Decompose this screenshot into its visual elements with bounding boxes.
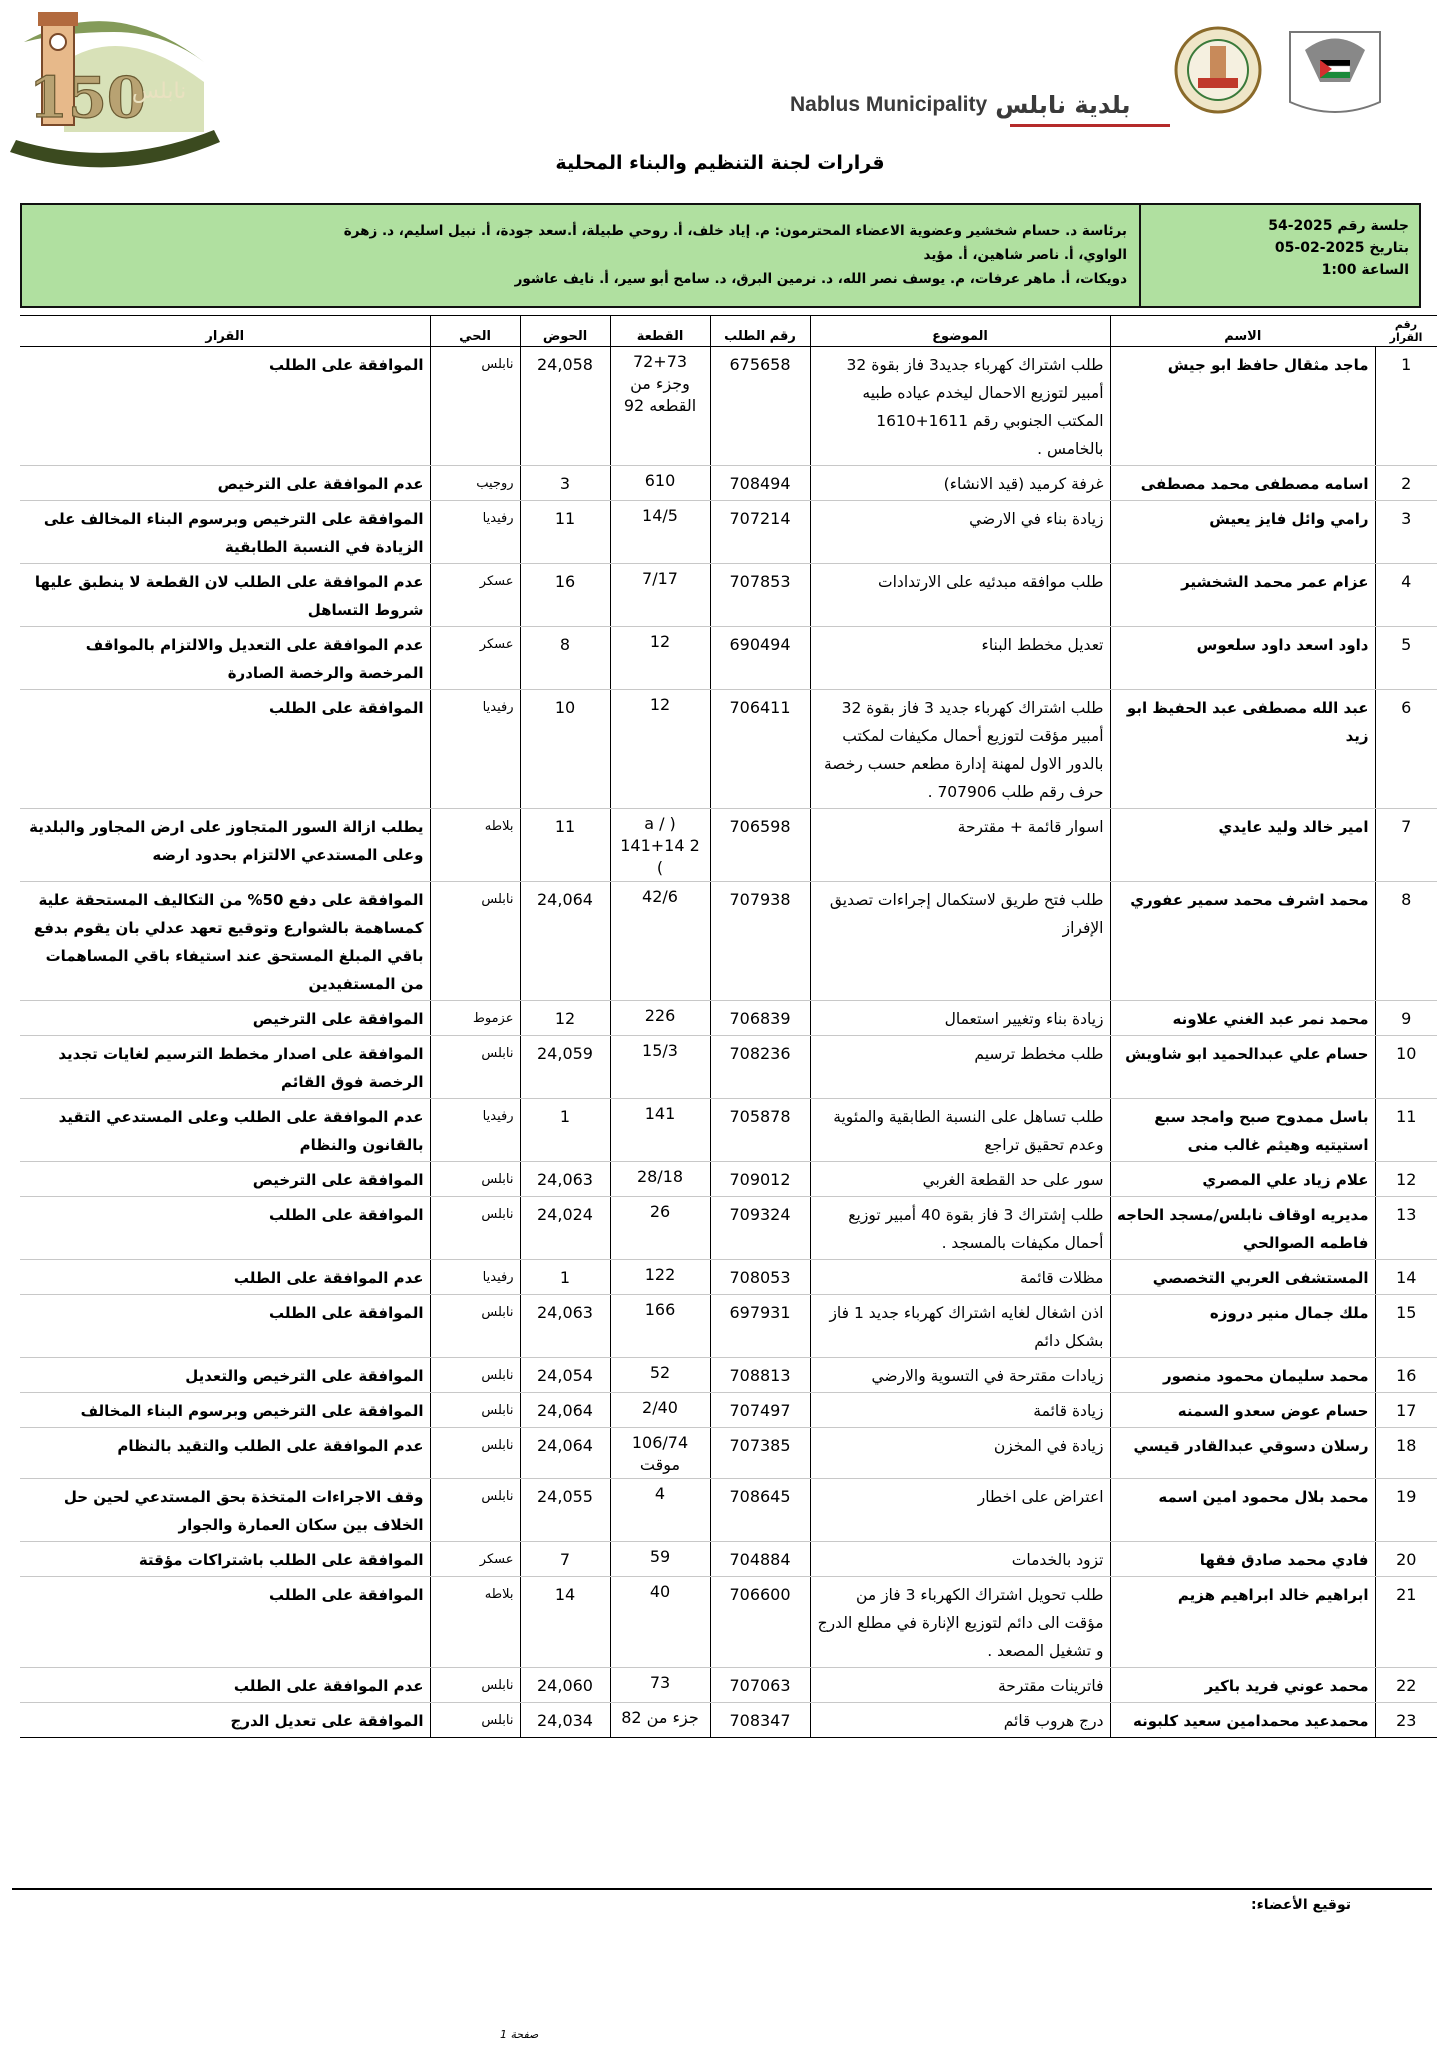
cell-applicant-name: ماجد مثقال حافظ ابو جيش <box>1110 347 1375 466</box>
cell-district: نابلس <box>430 1036 520 1099</box>
cell-decision: عدم الموافقة على الطلب وعلى المستدعي التقيد بالقانون والنظام <box>20 1099 430 1162</box>
cell-request-number: 690494 <box>710 627 810 690</box>
cell-subject: طلب تساهل على النسبة الطابقية والمئوية وعدم تحقيق تراجع <box>810 1099 1110 1162</box>
cell-request-number: 704884 <box>710 1542 810 1577</box>
cell-basin: 24,063 <box>520 1162 610 1197</box>
cell-basin: 3 <box>520 466 610 501</box>
cell-district: عسكر <box>430 1542 520 1577</box>
document-title: قرارات لجنة التنظيم والبناء المحلية <box>555 152 885 174</box>
cell-decision: عدم الموافقة على الترخيص <box>20 466 430 501</box>
cell-parcel: 15/3 <box>610 1036 710 1099</box>
cell-district: نابلس <box>430 1197 520 1260</box>
cell-parcel: 28/18 <box>610 1162 710 1197</box>
cell-request-number: 709012 <box>710 1162 810 1197</box>
cell-basin: 24,024 <box>520 1197 610 1260</box>
cell-basin: 24,064 <box>520 882 610 1001</box>
brand-underline <box>1010 124 1170 127</box>
cell-subject: طلب إشتراك 3 فاز بقوة 40 أمبير توزيع أحمال مكيفات بالمسجد . <box>810 1197 1110 1260</box>
cell-subject: فاترينات مقترحة <box>810 1668 1110 1703</box>
cell-district: نابلس <box>430 1428 520 1479</box>
cell-applicant-name: محمد عوني فريد باكير <box>1110 1668 1375 1703</box>
cell-request-number: 706839 <box>710 1001 810 1036</box>
table-header-row <box>20 316 1437 347</box>
cell-basin: 1 <box>520 1099 610 1162</box>
cell-district: نابلس <box>430 1358 520 1393</box>
cell-subject: طلب اشتراك كهرباء جديد3 فاز بقوة 32 أمبير لتوزيع الاحمال ليخدم عياده طبيه المكتب الجنوبي رقم 1611+1610 بالخامس . <box>810 347 1110 466</box>
cell-decision-number: 3 <box>1375 501 1437 564</box>
cell-decision-number: 20 <box>1375 1542 1437 1577</box>
session-number: جلسة رقم 2025-54 <box>1268 218 1409 234</box>
cell-request-number: 706600 <box>710 1577 810 1668</box>
footer-divider <box>12 1888 1432 1890</box>
cell-decision: الموافقة على تعديل الدرج <box>20 1703 430 1738</box>
cell-basin: 1 <box>520 1260 610 1295</box>
table-row <box>20 809 1437 882</box>
cell-decision-number: 4 <box>1375 564 1437 627</box>
cell-district: عزموط <box>430 1001 520 1036</box>
cell-parcel: 73 <box>610 1668 710 1703</box>
cell-decision: الموافقة على الترخيص والتعديل <box>20 1358 430 1393</box>
cell-subject: طلب تحويل اشتراك الكهرباء 3 فاز من مؤقت الى دائم لتوزيع الإنارة في مطلع الدرج و تشغيل المصعد . <box>810 1577 1110 1668</box>
cell-request-number: 708347 <box>710 1703 810 1738</box>
cell-parcel: 26 <box>610 1197 710 1260</box>
cell-decision-number: 21 <box>1375 1577 1437 1668</box>
cell-decision: عدم الموافقة على الطلب والتقيد بالنظام <box>20 1428 430 1479</box>
cell-parcel: 122 <box>610 1260 710 1295</box>
cell-subject: غرفة كرميد (قيد الانشاء) <box>810 466 1110 501</box>
session-time <box>1141 259 1409 281</box>
table-row <box>20 1542 1437 1577</box>
cell-applicant-name: باسل ممدوح صبح وامجد سبع استيتيه وهيثم غالب منى <box>1110 1099 1375 1162</box>
cell-subject: تعديل مخطط البناء <box>810 627 1110 690</box>
cell-applicant-name: عزام عمر محمد الشخشير <box>1110 564 1375 627</box>
cell-decision-number: 2 <box>1375 466 1437 501</box>
table-row <box>20 1577 1437 1668</box>
table-row <box>20 1197 1437 1260</box>
cell-decision-number: 9 <box>1375 1001 1437 1036</box>
cell-applicant-name: مديريه اوقاف نابلس/مسجد الحاجه فاطمه الصوالحي <box>1110 1197 1375 1260</box>
cell-parcel: 166 <box>610 1295 710 1358</box>
committee-members <box>297 219 1127 291</box>
cell-basin: 24,058 <box>520 347 610 466</box>
cell-basin: 24,060 <box>520 1668 610 1703</box>
cell-decision: الموافقة على الطلب <box>20 1295 430 1358</box>
cell-decision: عدم الموافقة على التعديل والالتزام بالمواقف المرخصة والرخصة الصادرة <box>20 627 430 690</box>
cell-parcel: 42/6 <box>610 882 710 1001</box>
table-body <box>20 347 1437 1738</box>
cell-basin: 11 <box>520 501 610 564</box>
table-row <box>20 690 1437 809</box>
cell-decision: الموافقة على الطلب <box>20 690 430 809</box>
municipality-emblems <box>1170 22 1390 122</box>
session-details <box>1139 205 1419 306</box>
cell-decision-number: 23 <box>1375 1703 1437 1738</box>
brand-arabic: بلدية نابلس <box>995 91 1131 119</box>
cell-subject: زيادة في المخزن <box>810 1428 1110 1479</box>
table-row <box>20 501 1437 564</box>
table-row <box>20 627 1437 690</box>
cell-subject: تزود بالخدمات <box>810 1542 1110 1577</box>
cell-applicant-name: محمدعيد محمدامين سعيد كلبونه <box>1110 1703 1375 1738</box>
cell-district: عسكر <box>430 564 520 627</box>
cell-applicant-name: علام زياد علي المصري <box>1110 1162 1375 1197</box>
cell-request-number: 707497 <box>710 1393 810 1428</box>
cell-basin: 24,064 <box>520 1428 610 1479</box>
cell-parcel: 40 <box>610 1577 710 1668</box>
table-row <box>20 1428 1437 1479</box>
cell-basin: 24,054 <box>520 1358 610 1393</box>
cell-decision-number: 12 <box>1375 1162 1437 1197</box>
cell-district: نابلس <box>430 1668 520 1703</box>
cell-request-number: 705878 <box>710 1099 810 1162</box>
cell-subject: اذن اشغال لغايه اشتراك كهرباء جديد 1 فاز بشكل دائم <box>810 1295 1110 1358</box>
cell-basin: 12 <box>520 1001 610 1036</box>
cell-decision: عدم الموافقة على الطلب لان القطعة لا ينطبق عليها شروط التساهل <box>20 564 430 627</box>
table-row <box>20 882 1437 1001</box>
cell-request-number: 708813 <box>710 1358 810 1393</box>
members-line-1: برئاسة د. حسام شخشير وعضوية الاعضاء المحترمون: م. إياد خلف، أ. روحي طبيلة، أ.سعد جودة، أ. نبيل اسليم، د. زهرة الواوي، أ. ناصر شاهين، أ. مؤيد <box>343 223 1127 263</box>
cell-request-number: 706411 <box>710 690 810 809</box>
cell-parcel: 106/74 موقت <box>610 1428 710 1479</box>
cell-district: نابلس <box>430 347 520 466</box>
cell-decision-number: 11 <box>1375 1099 1437 1162</box>
cell-parcel: 12 <box>610 690 710 809</box>
cell-decision-number: 6 <box>1375 690 1437 809</box>
col-header-num: رقم القرار <box>1389 318 1423 344</box>
cell-decision-number: 14 <box>1375 1260 1437 1295</box>
cell-district: رفيديا <box>430 1099 520 1162</box>
cell-district: بلاطه <box>430 809 520 882</box>
cell-applicant-name: ملك جمال منير دروزه <box>1110 1295 1375 1358</box>
cell-district: نابلس <box>430 1703 520 1738</box>
cell-decision: الموافقة على الطلب <box>20 347 430 466</box>
cell-basin: 11 <box>520 809 610 882</box>
brand-english: Nablus Municipality <box>790 93 988 116</box>
cell-subject: مظلات قائمة <box>810 1260 1110 1295</box>
cell-request-number: 708236 <box>710 1036 810 1099</box>
cell-subject: زيادة بناء وتغيير استعمال <box>810 1001 1110 1036</box>
cell-subject: زيادة بناء في الارضي <box>810 501 1110 564</box>
cell-subject: زيادات مقترحة في التسوية والارضي <box>810 1358 1110 1393</box>
cell-basin: 24,064 <box>520 1393 610 1428</box>
cell-decision-number: 1 <box>1375 347 1437 466</box>
cell-parcel: 7/17 <box>610 564 710 627</box>
cell-parcel: 14/5 <box>610 501 710 564</box>
table-row <box>20 1393 1437 1428</box>
cell-applicant-name: محمد بلال محمود امين اسمه <box>1110 1479 1375 1542</box>
decisions-table <box>20 315 1437 1738</box>
table-row <box>20 564 1437 627</box>
cell-decision: الموافقة على الترخيص <box>20 1162 430 1197</box>
cell-basin: 24,059 <box>520 1036 610 1099</box>
cell-request-number: 706598 <box>710 809 810 882</box>
cell-request-number: 707063 <box>710 1668 810 1703</box>
cell-basin: 7 <box>520 1542 610 1577</box>
cell-basin: 16 <box>520 564 610 627</box>
table-row <box>20 347 1437 466</box>
cell-parcel: ( a / 141+14 2 ) <box>610 809 710 882</box>
time-label: الساعة <box>1361 262 1409 278</box>
logo-number: 150 <box>29 65 146 131</box>
cell-decision-number: 15 <box>1375 1295 1437 1358</box>
cell-applicant-name: المستشفى العربي التخصصي <box>1110 1260 1375 1295</box>
table-row <box>20 1001 1437 1036</box>
cell-district: نابلس <box>430 1479 520 1542</box>
table-row <box>20 466 1437 501</box>
col-header-request: رقم الطلب <box>710 316 810 347</box>
cell-decision-number: 5 <box>1375 627 1437 690</box>
cell-district: رفيديا <box>430 690 520 809</box>
cell-decision: الموافقة على دفع 50% من التكاليف المستحقة علية كمساهمة بالشوارع وتوقيع تعهد عدلي بان يقوم بدفع باقي المبلغ المستحق عند استيفاء باقي المساهمات من المستفيدين <box>20 882 430 1001</box>
page-number: صفحة 1 <box>500 2028 539 2041</box>
members-line-2: دويكات، أ. ماهر عرفات، م. يوسف نصر الله، د. نرمين البرق، د. سامح أبو سير، أ. نايف عاشور <box>514 271 1127 287</box>
cell-applicant-name: اسامه مصطفى محمد مصطفى <box>1110 466 1375 501</box>
cell-basin: 10 <box>520 690 610 809</box>
cell-district: نابلس <box>430 1162 520 1197</box>
cell-request-number: 708494 <box>710 466 810 501</box>
cell-district: نابلس <box>430 1393 520 1428</box>
cell-request-number: 707853 <box>710 564 810 627</box>
cell-decision-number: 22 <box>1375 1668 1437 1703</box>
cell-parcel: جزء من 82 <box>610 1703 710 1738</box>
cell-applicant-name: حسام عوض سعدو السمنه <box>1110 1393 1375 1428</box>
cell-request-number: 707214 <box>710 501 810 564</box>
cell-decision: الموافقة على الترخيص وبرسوم البناء المخالف <box>20 1393 430 1428</box>
cell-district: رفيديا <box>430 501 520 564</box>
cell-decision-number: 7 <box>1375 809 1437 882</box>
cell-subject: زيادة قائمة <box>810 1393 1110 1428</box>
cell-district: نابلس <box>430 1295 520 1358</box>
cell-basin: 24,063 <box>520 1295 610 1358</box>
cell-subject: درج هروب قائم <box>810 1703 1110 1738</box>
cell-basin: 8 <box>520 627 610 690</box>
table-row <box>20 1358 1437 1393</box>
cell-applicant-name: عبد الله مصطفى عبد الحفيظ ابو زيد <box>1110 690 1375 809</box>
cell-subject: اسوار قائمة + مقترحة <box>810 809 1110 882</box>
cell-applicant-name: رامي وائل فايز يعيش <box>1110 501 1375 564</box>
cell-applicant-name: محمد نمر عبد الغني علاونه <box>1110 1001 1375 1036</box>
cell-decision-number: 18 <box>1375 1428 1437 1479</box>
cell-decision-number: 17 <box>1375 1393 1437 1428</box>
table-row <box>20 1668 1437 1703</box>
table-row <box>20 1703 1437 1738</box>
cell-decision: الموافقة على الطلب باشتراكات مؤقتة <box>20 1542 430 1577</box>
table-row <box>20 1295 1437 1358</box>
cell-subject: طلب فتح طريق لاستكمال إجراءات تصديق الإفراز <box>810 882 1110 1001</box>
cell-decision: الموافقة على اصدار مخطط الترسيم لغايات تجديد الرخصة فوق القائم <box>20 1036 430 1099</box>
cell-parcel: 2/40 <box>610 1393 710 1428</box>
nablus-150-anniversary-logo <box>4 2 226 180</box>
cell-request-number: 708053 <box>710 1260 810 1295</box>
cell-applicant-name: فادي محمد صادق فقها <box>1110 1542 1375 1577</box>
cell-parcel: 141 <box>610 1099 710 1162</box>
cell-applicant-name: رسلان دسوقي عبدالقادر قيسي <box>1110 1428 1375 1479</box>
cell-decision: الموافقة على الطلب <box>20 1577 430 1668</box>
cell-request-number: 675658 <box>710 347 810 466</box>
col-header-name: الاسم <box>1110 316 1375 347</box>
cell-applicant-name: حسام علي عبدالحميد ابو شاويش <box>1110 1036 1375 1099</box>
cell-applicant-name: محمد اشرف محمد سمير عفوري <box>1110 882 1375 1001</box>
cell-applicant-name: ابراهيم خالد ابراهيم هزيم <box>1110 1577 1375 1668</box>
cell-decision-number: 10 <box>1375 1036 1437 1099</box>
time-value: 1:00 <box>1321 262 1357 278</box>
cell-parcel: 226 <box>610 1001 710 1036</box>
cell-parcel: 4 <box>610 1479 710 1542</box>
cell-decision: عدم الموافقة على الطلب <box>20 1668 430 1703</box>
cell-decision: الموافقة على الترخيص <box>20 1001 430 1036</box>
cell-basin: 14 <box>520 1577 610 1668</box>
cell-subject: اعتراض على اخطار <box>810 1479 1110 1542</box>
members-signature-label: توقيع الأعضاء: <box>1251 1897 1351 1913</box>
table-row <box>20 1036 1437 1099</box>
cell-district: نابلس <box>430 882 520 1001</box>
cell-district: عسكر <box>430 627 520 690</box>
cell-request-number: 697931 <box>710 1295 810 1358</box>
cell-applicant-name: امير خالد وليد عايدي <box>1110 809 1375 882</box>
cell-decision-number: 16 <box>1375 1358 1437 1393</box>
cell-subject: طلب اشتراك كهرباء جديد 3 فاز بقوة 32 أمبير مؤقت لتوزيع أحمال مكيفات لمكتب بالدور الاول لمهنة إدارة مطعم حسب رخصة حرف رقم طلب 707906 . <box>810 690 1110 809</box>
cell-decision: وقف الاجراءات المتخذة بحق المستدعي لحين حل الخلاف بين سكان العمارة والجوار <box>20 1479 430 1542</box>
cell-request-number: 708645 <box>710 1479 810 1542</box>
cell-decision-number: 13 <box>1375 1197 1437 1260</box>
cell-request-number: 707938 <box>710 882 810 1001</box>
cell-decision: الموافقة على الطلب <box>20 1197 430 1260</box>
cell-request-number: 707385 <box>710 1428 810 1479</box>
table-row <box>20 1162 1437 1197</box>
col-header-basin: الحوض <box>520 316 610 347</box>
cell-decision: الموافقة على الترخيص وبرسوم البناء المخالف على الزيادة في النسبة الطابقية <box>20 501 430 564</box>
cell-subject: طلب مخطط ترسيم <box>810 1036 1110 1099</box>
municipality-brand <box>790 85 1180 125</box>
cell-decision: يطلب ازالة السور المتجاوز على ارض المجاور والبلدية وعلى المستدعي الالتزام بحدود ارضه <box>20 809 430 882</box>
cell-decision: عدم الموافقة على الطلب <box>20 1260 430 1295</box>
cell-basin: 24,034 <box>520 1703 610 1738</box>
logo-city: نابلس <box>132 79 187 104</box>
cell-parcel: 12 <box>610 627 710 690</box>
col-header-district: الحي <box>430 316 520 347</box>
cell-parcel: 52 <box>610 1358 710 1393</box>
cell-applicant-name: داود اسعد داود سلعوس <box>1110 627 1375 690</box>
cell-applicant-name: محمد سليمان محمود منصور <box>1110 1358 1375 1393</box>
table-row <box>20 1260 1437 1295</box>
cell-decision-number: 19 <box>1375 1479 1437 1542</box>
col-header-subject: الموضوع <box>810 316 1110 347</box>
cell-district: رفيديا <box>430 1260 520 1295</box>
cell-subject: طلب موافقه مبدئيه على الارتدادات <box>810 564 1110 627</box>
cell-district: بلاطه <box>430 1577 520 1668</box>
cell-basin: 24,055 <box>520 1479 610 1542</box>
session-date: بتاريخ 2025-02-05 <box>1274 240 1409 256</box>
cell-decision-number: 8 <box>1375 882 1437 1001</box>
cell-parcel: 72+73 وجزء من القطعه 92 <box>610 347 710 466</box>
col-header-decision: القرار <box>205 329 245 344</box>
cell-subject: سور على حد القطعة الغربي <box>810 1162 1110 1197</box>
decisions-table-wrapper <box>20 315 1437 1738</box>
col-header-parcel: القطعة <box>610 316 710 347</box>
table-row <box>20 1479 1437 1542</box>
cell-parcel: 59 <box>610 1542 710 1577</box>
cell-request-number: 709324 <box>710 1197 810 1260</box>
table-row <box>20 1099 1437 1162</box>
cell-district: روجيب <box>430 466 520 501</box>
session-info-box <box>20 203 1421 308</box>
cell-parcel: 610 <box>610 466 710 501</box>
